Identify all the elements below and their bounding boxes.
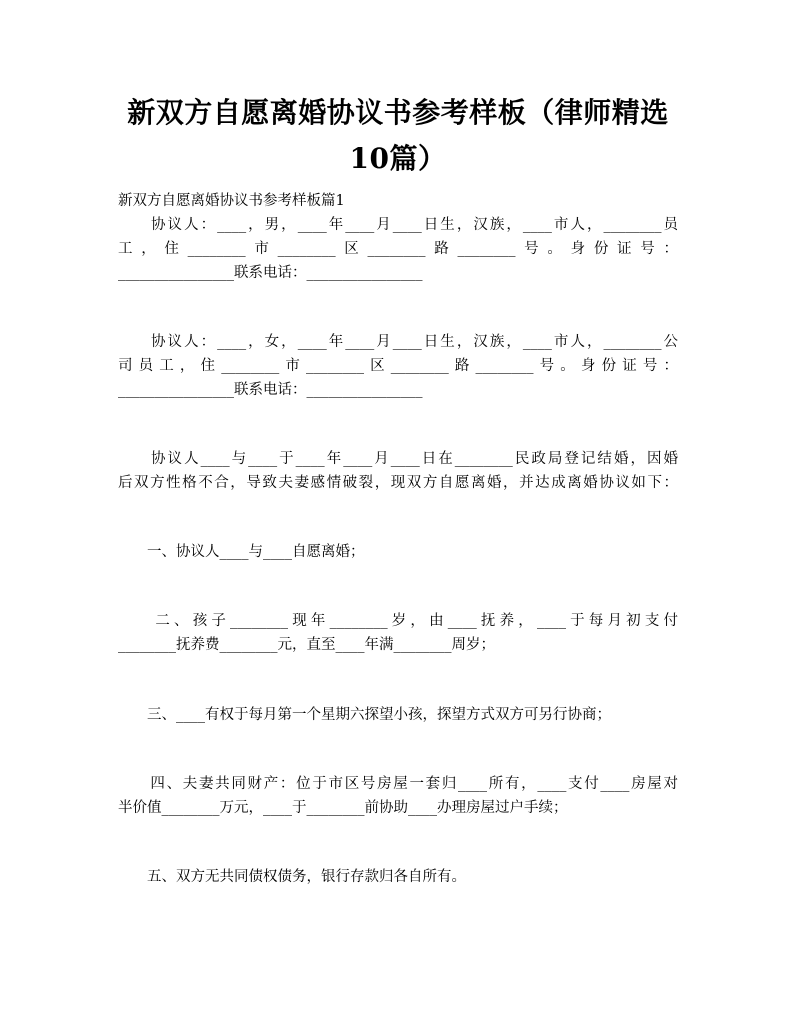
clause-2-line-1: 二、孩子________现年________岁，由____抚养，____于每月初支付 (118, 613, 678, 629)
clause-2-line-2: ________抚养费________元，直至____年满________周岁； (118, 637, 495, 653)
party-1-line-3: ________________联系电话：________________ (118, 265, 423, 281)
clause-4-line-1: 四、夫妻共同财产：位于市区号房屋一套归____所有，____支付____房屋对 (118, 776, 678, 792)
clause-5: 五、双方无共同债权债务，银行存款归各自所有。 (118, 869, 466, 885)
party-1-line-2: 工，住________市________区________路________号。身份证号： (118, 241, 678, 257)
document-title-line-2: 10篇） (349, 142, 447, 175)
party-2-line-1: 协议人：____，女，____年____月____日生，汉族，____市人，________公 (118, 334, 678, 350)
document-title-line-1: 新双方自愿离婚协议书参考样板（律师精选 (127, 96, 669, 129)
party-2-line-3: ________________联系电话：________________ (118, 382, 423, 398)
party-1-line-1: 协议人：____，男，____年____月____日生，汉族，____市人，________员 (118, 217, 678, 233)
marriage-paragraph-line-2: 后双方性格不合，导致夫妻感情破裂，现双方自愿离婚，并达成离婚协议如下： (118, 475, 678, 491)
clause-4-line-2: 半价值________万元，____于________前协助____办理房屋过户手续； (118, 800, 568, 816)
marriage-paragraph-line-1: 协议人____与____于____年____月____日在________民政局登记结婚，因婚 (118, 451, 678, 467)
clause-1: 一、协议人____与____自愿离婚； (118, 544, 365, 560)
clause-3: 三、____有权于每月第一个星期六探望小孩，探望方式双方可另行协商； (118, 707, 611, 723)
section-heading: 新双方自愿离婚协议书参考样板篇1 (118, 193, 345, 209)
party-2-line-2: 司员工，住________市________区________路________号。身份证号： (118, 358, 678, 374)
